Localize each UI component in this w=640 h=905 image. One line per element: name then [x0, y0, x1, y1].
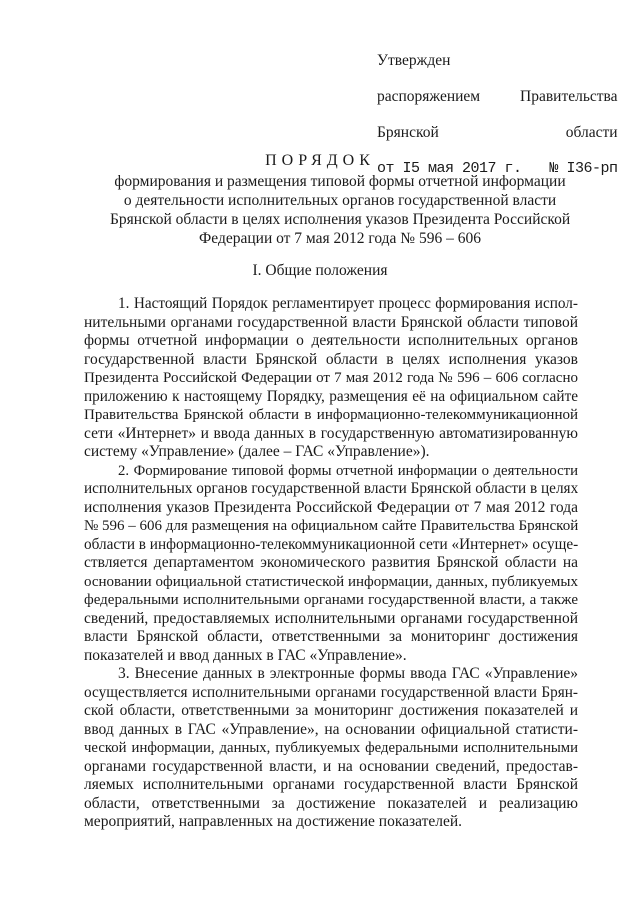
text-line: исполнения указов Президента Российской Федерации от 7 мая 2012 года — [84, 498, 578, 516]
approval-number: № I36-рп — [549, 160, 618, 177]
text-line: ческой информации, данных, публикуемых федеральными исполнительными — [84, 740, 578, 756]
subtitle-line: Брянской области в целях исполнения указов Президента Российской — [110, 211, 571, 228]
approval-line: распоряжением Правительства — [377, 88, 618, 105]
subtitle-line: формирования и размещения типовой формы отчетной информации — [114, 173, 566, 190]
text-line: показателей и ввод данных в ГАС «Управление». — [84, 646, 407, 664]
text-line: исполнительных органов государственной власти Брянской области в целях — [84, 480, 578, 497]
paragraph-3 — [84, 665, 578, 832]
text-line: № 596 – 606 для размещения на официальном сайте Правительства Брянской — [84, 518, 578, 534]
text-line: Правительства Брянской области в информационно-телекоммуникационной — [84, 407, 578, 423]
text-line: сети «Интернет» и ввода данных в государственную автоматизированную — [84, 424, 578, 442]
subtitle-line: Федерации от 7 мая 2012 года № 596 – 606 — [199, 230, 481, 247]
text-line: 2. Формирование типовой формы отчетной информации о деятельности — [118, 462, 578, 479]
text-line: 3. Внесение данных в электронные формы ввода ГАС «Управление» — [118, 665, 578, 682]
text-line: систему «Управление» (далее – ГАС «Управление»). — [84, 443, 430, 460]
document-title: ПОРЯДОК — [265, 152, 375, 169]
text-line: 1. Настоящий Порядок регламентирует процесс формирования испол- — [118, 295, 578, 312]
text-line: ввод данных в ГАС «Управление», на основании официальной статисти- — [84, 720, 578, 738]
text-line: ствляется департаментом экономического развития Брянской области на — [84, 554, 578, 571]
approval-date: от I5 мая 2017 г. — [377, 160, 522, 177]
text-line: приложению к настоящему Порядку, размещения её на официальном сайте — [84, 387, 578, 405]
text-line: области, ответственными за достижение показателей и реализацию — [84, 794, 578, 812]
text-line: власти Брянской области, ответственными за мониторинг достижения — [84, 628, 578, 645]
text-line: ляемых исполнительными органами государственной власти Брянской — [84, 776, 578, 793]
text-line: федеральными исполнительными органами государственной власти, а также — [84, 592, 578, 608]
text-line: Президента Российской Федерации от 7 мая 2012 года № 596 – 606 согласно — [84, 370, 578, 386]
text-line: основании официальной статистической информации, данных, публикуемых — [84, 573, 578, 590]
paragraph-1 — [84, 295, 578, 462]
document-body — [84, 295, 578, 832]
text-line: сведений, предоставляемых исполнительными органами государственной — [84, 609, 578, 627]
text-line: государственной власти Брянской области в целях исполнения указов — [84, 350, 578, 368]
text-line: ской области, ответственными за мониторинг достижения показателей и — [84, 702, 578, 719]
text-line: органами государственной власти, и на основании сведений, предостав- — [84, 757, 578, 775]
approval-line: Брянской области — [377, 124, 618, 141]
section-heading: I. Общие положения — [252, 262, 388, 279]
approval-line: Утвержден — [377, 52, 451, 69]
text-line: осуществляется исполнительными органами государственной власти Брян- — [84, 683, 578, 701]
text-line: формы отчетной информации о деятельности исполнительных органов — [84, 332, 578, 349]
text-line: нительными органами государственной власти Брянской области типовой — [84, 313, 578, 331]
text-line: области в информационно-телекоммуникационной сети «Интернет» осуще- — [84, 535, 578, 553]
subtitle-line: о деятельности исполнительных органов государственной власти — [123, 192, 557, 209]
text-line: мероприятий, направленных на достижение показателей. — [84, 813, 463, 830]
document-subtitle — [110, 172, 570, 248]
paragraph-2 — [84, 462, 578, 666]
